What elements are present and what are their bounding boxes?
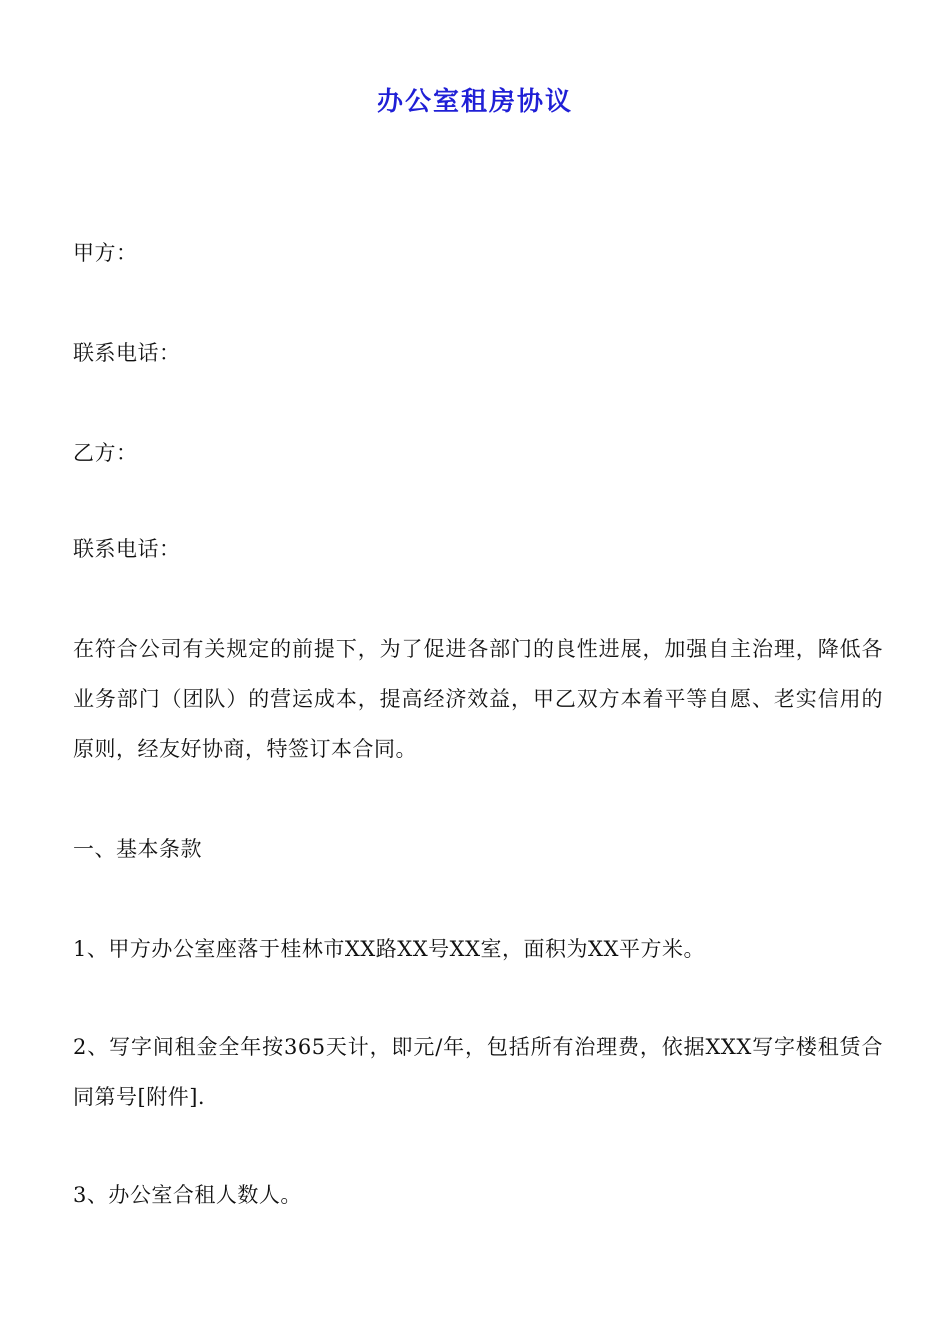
section-heading-basic-terms: 一、基本条款 xyxy=(73,837,202,861)
clause-1: 1、甲方办公室座落于桂林市XX路XX号XX室，面积为XX平方米。 xyxy=(73,937,705,961)
party-a-phone-label: 联系电话： xyxy=(73,341,181,365)
clause-3: 3、办公室合租人数人。 xyxy=(73,1183,302,1207)
preamble-paragraph: 在符合公司有关规定的前提下，为了促进各部门的良性进展，加强自主治理，降低各业务部门（团队）的营运成本，提高经济效益，甲乙双方本着平等自愿、老实信用的原则，经友好协商，特签订本合同。 xyxy=(73,637,883,761)
clause-2: 2、写字间租金全年按365天计，即元/年，包括所有治理费，依据XXX写字楼租赁合同第号[附件]. xyxy=(73,1035,883,1109)
party-a-label: 甲方： xyxy=(73,241,138,265)
document-title: 办公室租房协议 xyxy=(376,87,573,117)
party-b-phone-label: 联系电话： xyxy=(73,537,181,561)
party-b-label: 乙方： xyxy=(73,441,138,465)
